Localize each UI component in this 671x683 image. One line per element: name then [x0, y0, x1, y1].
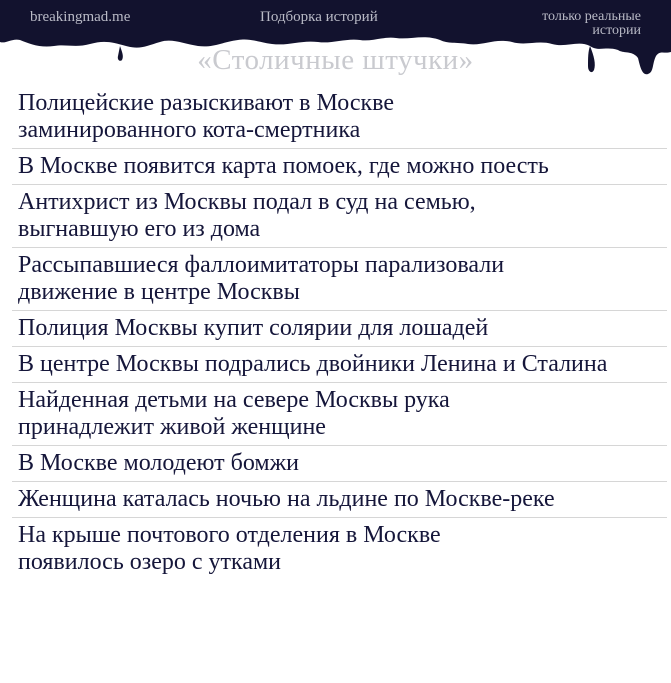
story-line: движение в центре Москвы — [18, 279, 300, 305]
header-banner — [0, 0, 671, 82]
tagline-line-2: истории — [592, 23, 641, 38]
tagline — [491, 10, 641, 38]
story-item[interactable] — [12, 247, 667, 310]
story-item[interactable] — [12, 346, 667, 382]
story-line: появилось озеро с утками — [18, 549, 282, 575]
page-title: «Столичные штучки» — [197, 44, 474, 76]
story-item[interactable] — [12, 517, 667, 580]
story-item[interactable] — [12, 184, 667, 247]
story-item[interactable] — [12, 445, 667, 481]
story-line: Антихрист из Москвы подал в суд на семью, — [18, 189, 476, 215]
story-list — [12, 86, 667, 580]
story-line: В Москве молодеют бомжи — [18, 450, 299, 476]
story-line: выгнавшую его из дома — [18, 216, 261, 242]
story-item[interactable] — [12, 481, 667, 517]
story-line: принадлежит живой женщине — [18, 414, 326, 440]
story-item[interactable] — [12, 148, 667, 184]
story-line: В Москве появится карта помоек, где можно поесть — [18, 153, 549, 179]
story-line: Найденная детьми на севере Москвы рука — [18, 387, 450, 413]
story-item[interactable] — [12, 86, 667, 148]
story-line: заминированного кота-смертника — [18, 117, 361, 143]
story-line: Женщина каталась ночью на льдине по Москве-реке — [18, 486, 555, 512]
site-link[interactable]: breakingmad.me — [30, 9, 131, 25]
story-line: В центре Москвы подрались двойники Ленина и Сталина — [18, 351, 608, 377]
story-item[interactable] — [12, 310, 667, 346]
collection-label: Подборка историй — [260, 9, 378, 25]
story-line: Полиция Москвы купит солярии для лошадей — [18, 315, 489, 341]
story-line: Рассыпавшиеся фаллоимитаторы парализовали — [18, 252, 505, 278]
story-item[interactable] — [12, 382, 667, 445]
story-line: Полицейские разыскивают в Москве — [18, 90, 394, 116]
story-line: На крыше почтового отделения в Москве — [18, 522, 441, 548]
tagline-line-1: только реальные — [542, 9, 641, 24]
